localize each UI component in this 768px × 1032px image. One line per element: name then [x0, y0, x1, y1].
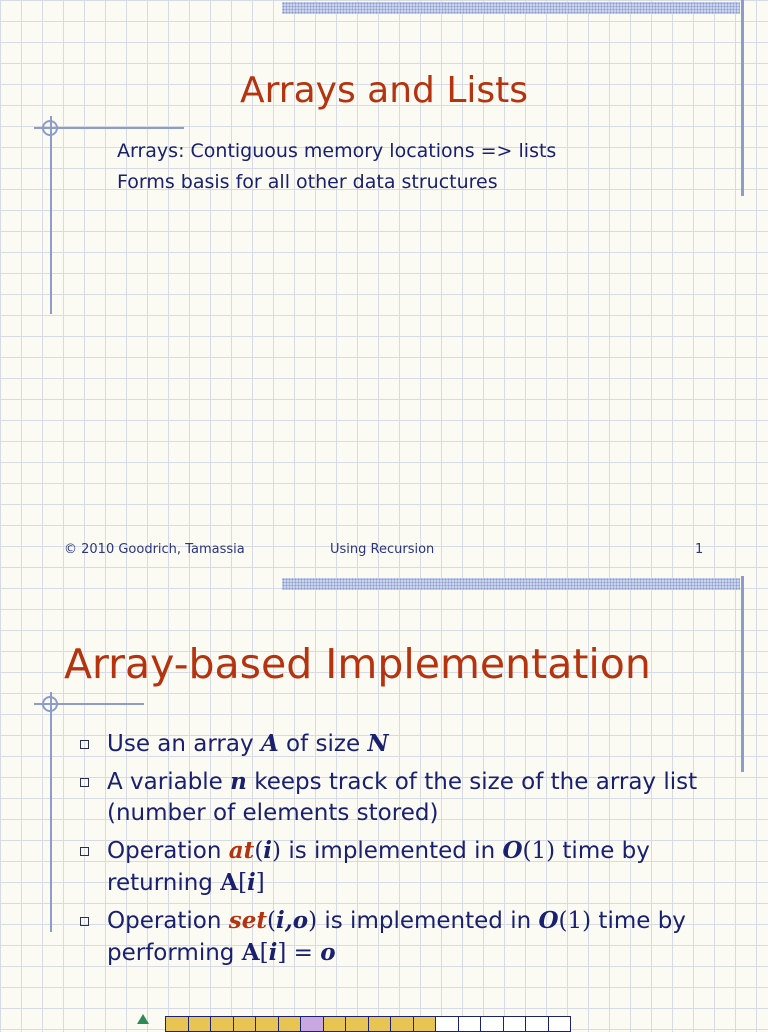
- text-segment: (number of elements stored): [107, 800, 439, 826]
- math-segment: N: [367, 730, 389, 757]
- body-line: Arrays: Contiguous memory locations => lists: [117, 140, 557, 162]
- array-cell: [435, 1016, 459, 1032]
- array-cell: [323, 1016, 347, 1032]
- math-segment: [: [238, 870, 248, 896]
- math-segment: ]: [255, 870, 265, 896]
- slide-title: Array-based Implementation: [64, 640, 651, 688]
- square-bullet-icon: [80, 740, 89, 749]
- math-segment: o: [320, 939, 336, 966]
- array-cell: [390, 1016, 414, 1032]
- footer-topic: Using Recursion: [330, 542, 435, 557]
- array-cell: [255, 1016, 279, 1032]
- math-segment: i: [268, 939, 278, 966]
- decorative-vertical-line: [50, 116, 52, 314]
- bullet-item: [76, 835, 716, 899]
- text-segment: A variable: [107, 769, 231, 795]
- math-segment: ): [308, 908, 318, 934]
- math-segment: (: [267, 908, 276, 934]
- decorative-ring: [42, 120, 58, 136]
- array-cell: [233, 1016, 257, 1032]
- arrow-up-icon: [137, 1014, 149, 1024]
- math-segment: O: [538, 907, 559, 934]
- array-diagram: [165, 1016, 570, 1032]
- text-segment: keeps track of the size of the array list: [246, 769, 698, 795]
- math-segment: set: [228, 907, 267, 934]
- array-cell: [458, 1016, 482, 1032]
- math-segment: ] =: [277, 940, 321, 966]
- text-segment: performing: [107, 940, 242, 966]
- text-segment: is implemented in: [281, 838, 503, 864]
- decorative-ring: [42, 696, 58, 712]
- body-line: Forms basis for all other data structures: [117, 171, 498, 193]
- bullet-text-line: [107, 766, 716, 798]
- decorative-band: [282, 578, 740, 590]
- math-segment: at: [228, 837, 255, 864]
- footer-page-number: 1: [695, 542, 704, 557]
- array-cell: [188, 1016, 212, 1032]
- text-segment: Operation: [107, 838, 229, 864]
- bullet-item: [76, 905, 716, 969]
- bullet-item: [76, 728, 716, 760]
- math-segment: (1): [522, 838, 556, 864]
- math-segment: i: [263, 837, 273, 864]
- array-cell: [503, 1016, 527, 1032]
- array-cell: [413, 1016, 437, 1032]
- text-segment: time by: [555, 838, 650, 864]
- math-segment: A: [260, 730, 279, 757]
- text-segment: of size: [278, 731, 368, 757]
- square-bullet-icon: [80, 778, 89, 787]
- decorative-band: [282, 2, 740, 14]
- array-cell: [165, 1016, 189, 1032]
- array-cell: [480, 1016, 504, 1032]
- math-segment: (1): [558, 908, 592, 934]
- footer-copyright: © 2010 Goodrich, Tamassia: [64, 542, 245, 557]
- decorative-vertical-line: [741, 576, 744, 772]
- math-segment: i: [247, 869, 256, 896]
- bullet-text-line: [107, 867, 716, 899]
- bullet-text-line: [107, 937, 716, 969]
- array-cell: [210, 1016, 234, 1032]
- text-segment: returning: [107, 870, 221, 896]
- text-segment: Operation: [107, 908, 229, 934]
- bullet-text-line: [107, 835, 716, 867]
- text-segment: is implemented in: [317, 908, 539, 934]
- bullet-text-line: [107, 905, 716, 937]
- array-cell: [345, 1016, 369, 1032]
- text-segment: Use an array: [107, 731, 261, 757]
- math-segment: n: [230, 768, 247, 795]
- math-segment: (: [254, 838, 264, 864]
- decorative-vertical-line: [50, 692, 52, 932]
- array-cell: [278, 1016, 302, 1032]
- bullet-text-line: [107, 798, 716, 829]
- math-segment: O: [502, 837, 523, 864]
- math-segment: A: [241, 939, 260, 966]
- array-cell: [368, 1016, 392, 1032]
- math-segment: ): [272, 838, 282, 864]
- bullet-text-line: [107, 728, 716, 760]
- slide-title: Arrays and Lists: [239, 70, 529, 111]
- array-cell: [300, 1016, 324, 1032]
- math-segment: A: [220, 869, 239, 896]
- square-bullet-icon: [80, 917, 89, 926]
- math-segment: i,o: [275, 907, 309, 934]
- bullet-list: [76, 728, 716, 975]
- array-cell: [525, 1016, 549, 1032]
- math-segment: [: [259, 940, 269, 966]
- text-segment: time by: [591, 908, 686, 934]
- square-bullet-icon: [80, 847, 89, 856]
- bullet-item: [76, 766, 716, 829]
- array-cell: [548, 1016, 572, 1032]
